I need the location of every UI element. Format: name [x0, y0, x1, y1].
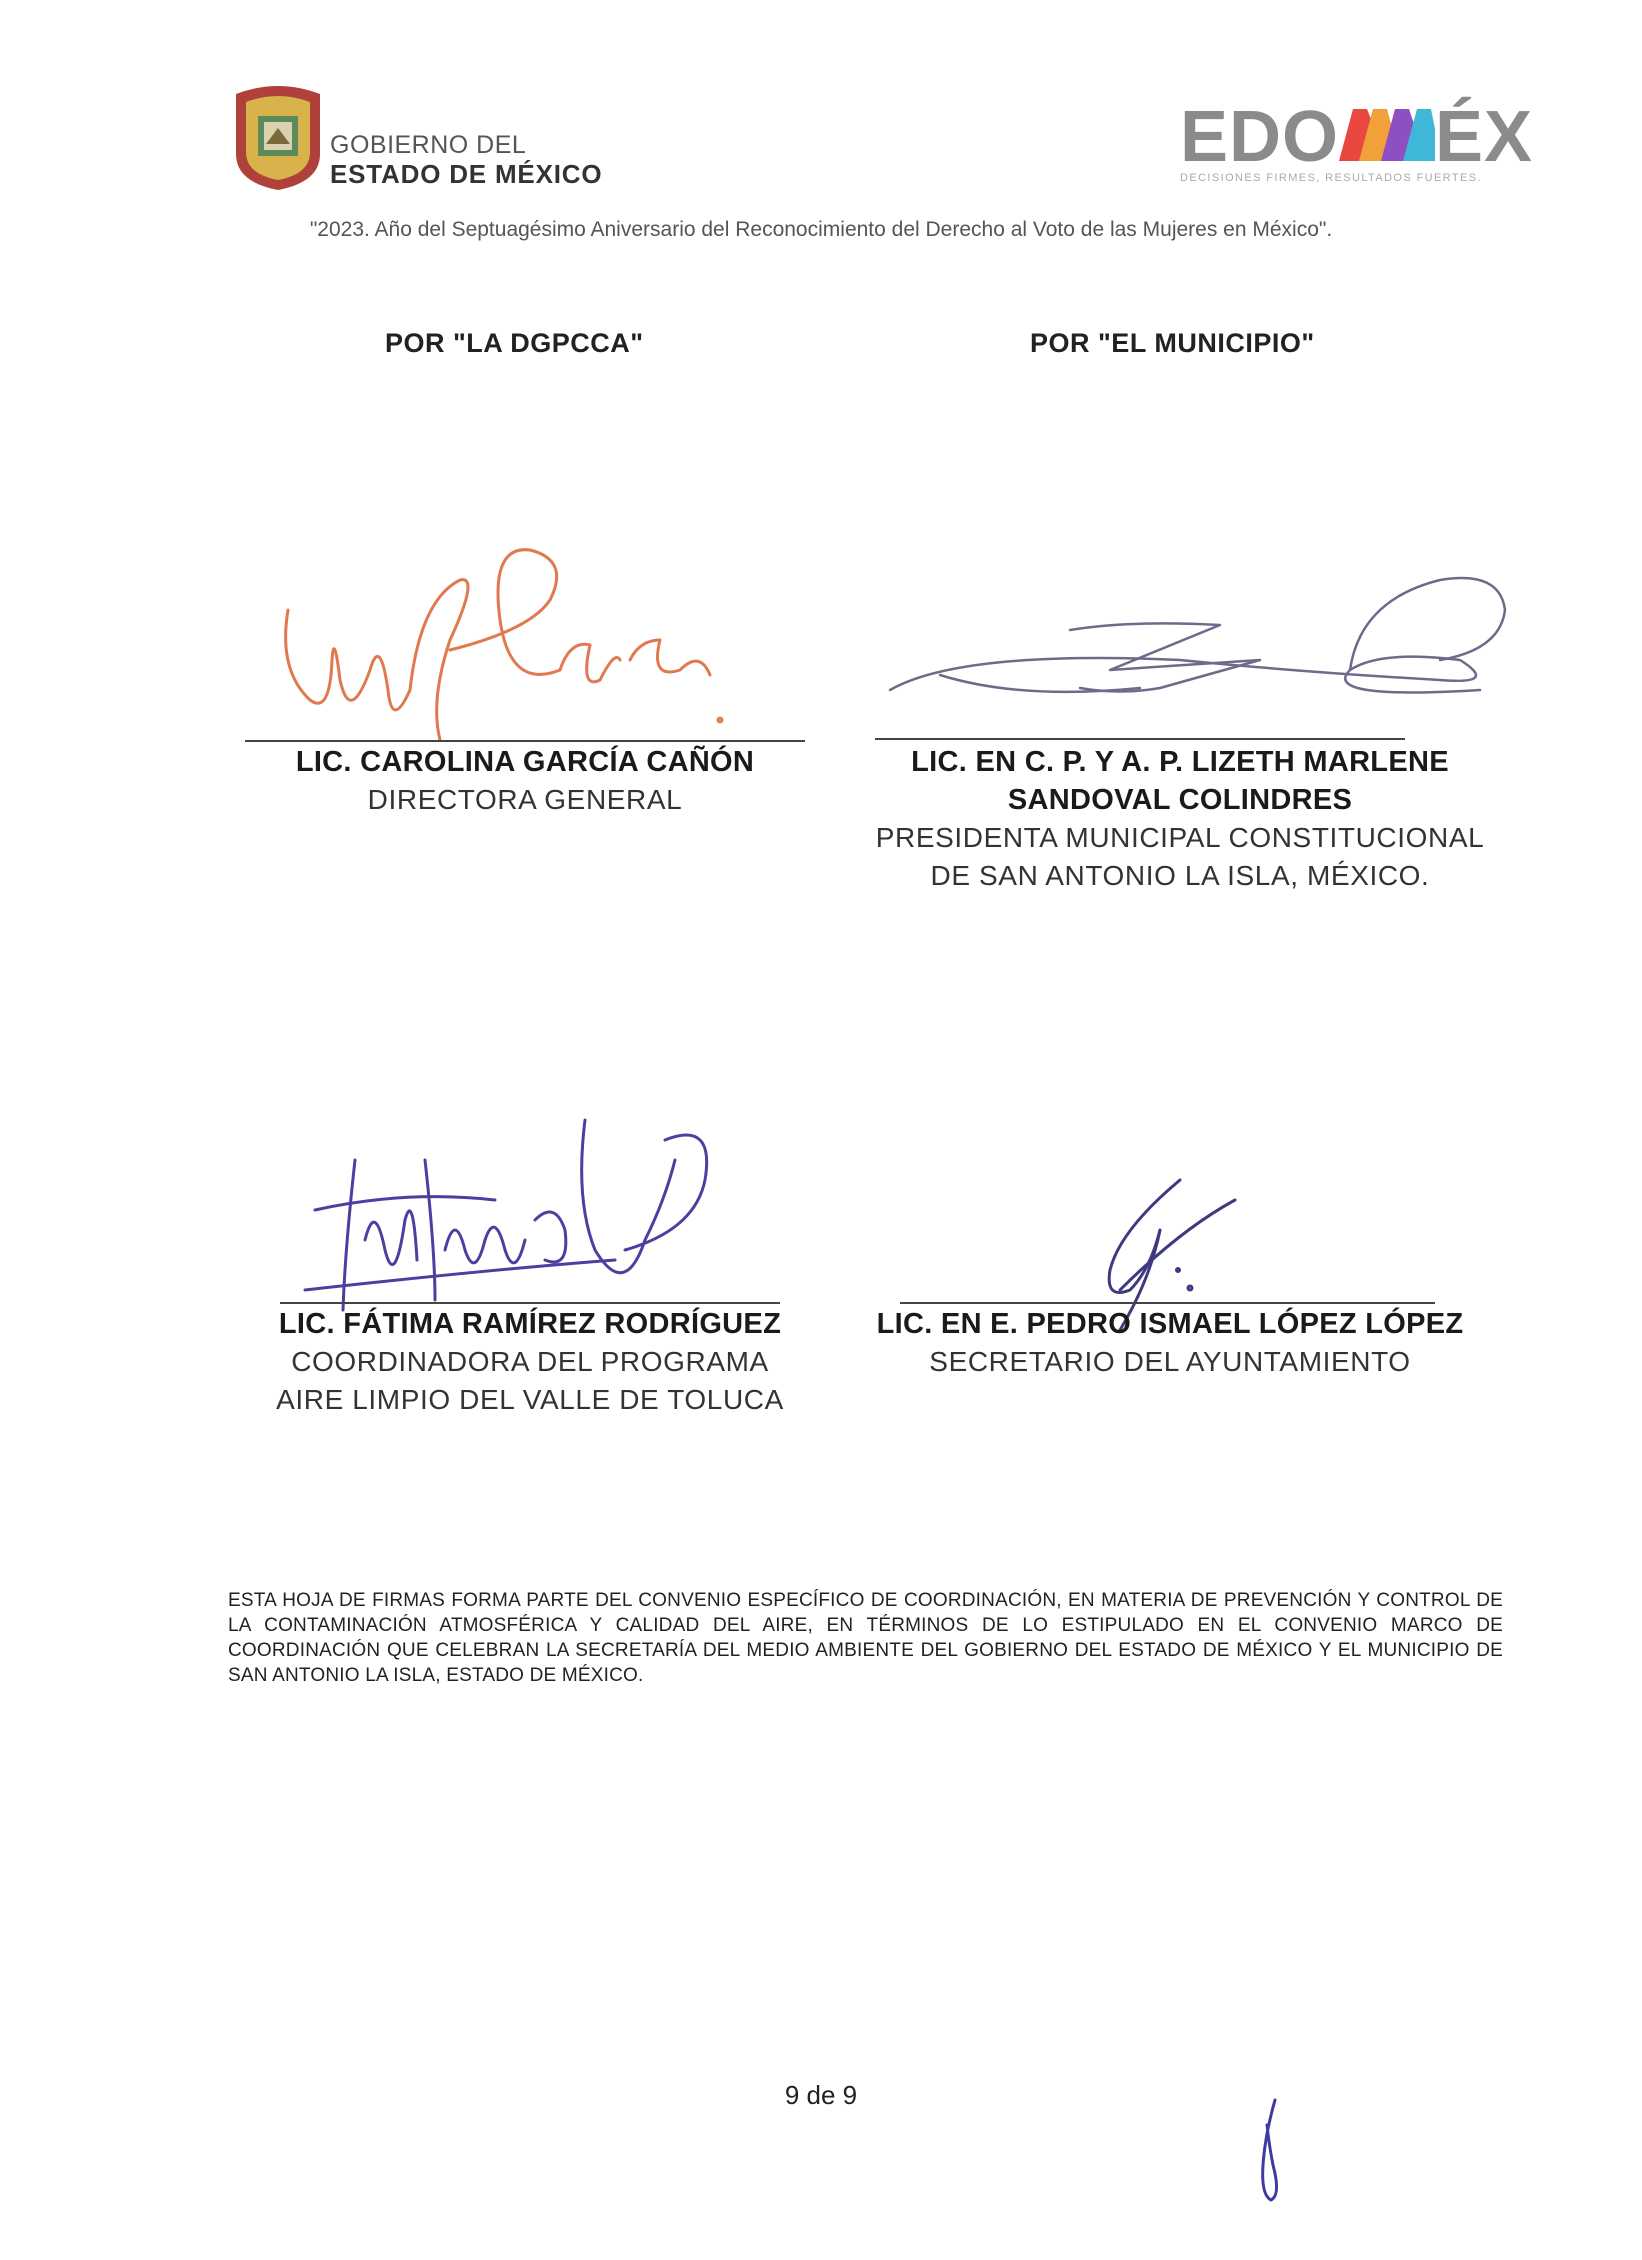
signatory-role-garcia: DIRECTORA GENERAL — [367, 784, 683, 815]
edomex-logo — [1180, 96, 1534, 186]
signatory-name-ramirez: LIC. FÁTIMA RAMÍREZ RODRÍGUEZ — [278, 1308, 782, 1340]
edomex-suffix: ÉX — [1435, 97, 1534, 177]
page-number: 9 de 9 — [784, 2080, 858, 2110]
gov-line-1: GOBIERNO DEL — [330, 131, 527, 159]
signatory-role-lopez: SECRETARIO DEL AYUNTAMIENTO — [929, 1346, 1411, 1377]
government-name — [330, 132, 602, 188]
signature-ramirez-image — [285, 1100, 725, 1330]
signatory-name-sandoval-line2: SANDOVAL COLINDRES — [1007, 784, 1353, 816]
edomex-prefix: EDO — [1180, 97, 1340, 177]
signatory-role-sandoval-line1: PRESIDENTA MUNICIPAL CONSTITUCIONAL — [875, 822, 1485, 853]
signatory-name-lopez: LIC. EN E. PEDRO ISMAEL LÓPEZ LÓPEZ — [876, 1308, 1464, 1340]
signatory-role-ramirez-line1: COORDINADORA DEL PROGRAMA — [291, 1346, 769, 1377]
signature-line-4 — [900, 1302, 1435, 1304]
edomex-m-icon — [1339, 109, 1435, 161]
edomex-tagline: DECISIONES FIRMES, RESULTADOS FUERTES. — [1180, 172, 1482, 184]
signatory-name-sandoval-line1: LIC. EN C. P. Y A. P. LIZETH MARLENE — [911, 746, 1449, 778]
year-caption: "2023. Año del Septuagésimo Aniversario del Reconocimiento del Derecho al Voto de las Mujeres en México". — [309, 218, 1333, 241]
right-column-title: POR "EL MUNICIPIO" — [1030, 328, 1315, 358]
signature-line-3 — [280, 1302, 780, 1304]
signatory-role-sandoval-line2: DE SAN ANTONIO LA ISLA, MÉXICO. — [930, 860, 1430, 891]
margin-initial-image — [1245, 2095, 1295, 2205]
gov-line-2: ESTADO DE MÉXICO — [330, 158, 603, 189]
signature-garcia-image — [270, 540, 750, 750]
signature-line-2 — [875, 738, 1405, 740]
left-column-title: POR "LA DGPCCA" — [385, 328, 644, 358]
edomex-wordmark — [1180, 96, 1534, 178]
signatory-name-garcia: LIC. CAROLINA GARCÍA CAÑÓN — [295, 746, 755, 778]
legal-note: ESTA HOJA DE FIRMAS FORMA PARTE DEL CONVENIO ESPECÍFICO DE COORDINACIÓN, EN MATERIA DE PREVENCIÓN Y CONTROL DE LA CONTAMINACIÓN ATMOSFÉRICA Y CALIDAD DEL AIRE, EN TÉRMINOS DE LO ESTIPULADO EN EL CONVENIO MARCO DE COORDINACIÓN QUE CELEBRAN LA SECRETARÍA DEL MEDIO AMBIENTE DEL GOBIERNO DEL ESTADO DE MÉXICO Y EL MUNICIPIO DE SAN ANTONIO LA ISLA, ESTADO DE MÉXICO. — [228, 1590, 1503, 1686]
state-seal-logo — [228, 82, 328, 192]
signature-line-1 — [245, 740, 805, 742]
signatory-role-ramirez-line2: AIRE LIMPIO DEL VALLE DE TOLUCA — [276, 1384, 784, 1415]
signature-sandoval-image — [880, 560, 1520, 720]
